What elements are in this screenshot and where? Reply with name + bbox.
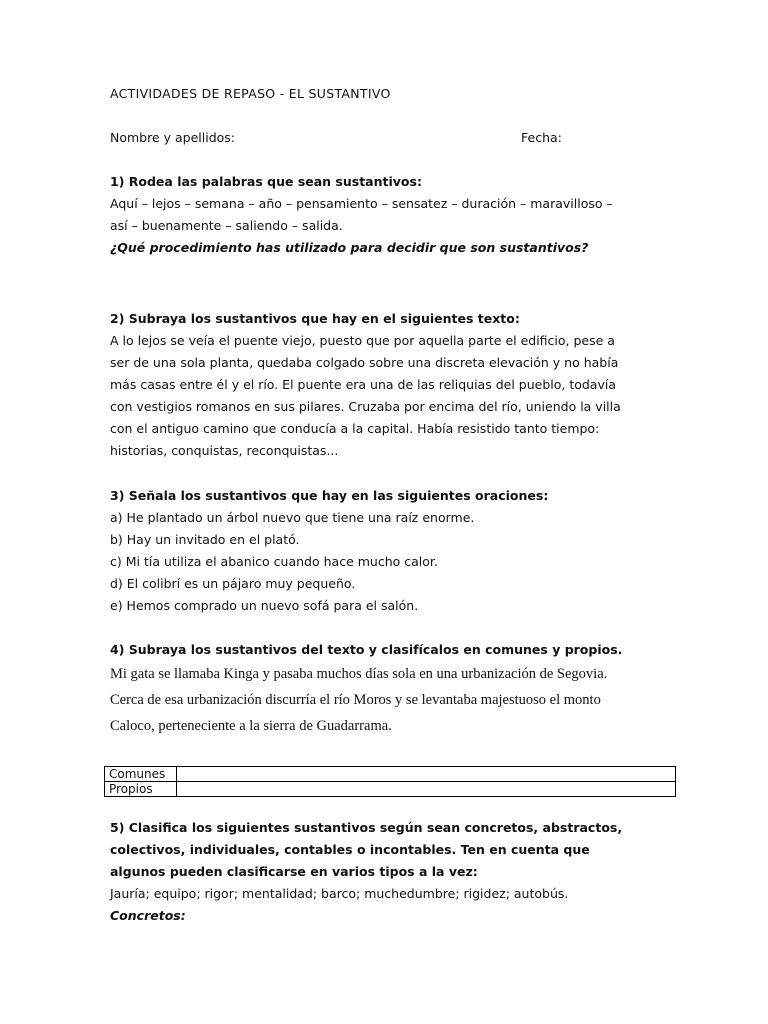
exercise-1-word-line: Aquí – lejos – semana – año – pensamiento – sensatez – duración – maravilloso –: [110, 196, 613, 211]
table-row: [105, 767, 676, 782]
exercise-2-text-line: con vestigios romanos en sus pilares. Cruzaba por encima del río, uniendo la villa: [110, 399, 621, 414]
exercise-1-word-line: así – buenamente – saliendo – salida.: [110, 218, 343, 233]
exercise-4-text-line: Mi gata se llamaba Kinga y pasaba muchos días sola en una urbanización de Segovia.: [110, 666, 608, 682]
exercise-4-heading: 4) Subraya los sustantivos del texto y clasifícalos en comunes y propios.: [110, 642, 623, 657]
exercise-3-sentence: d) El colibrí es un pájaro muy pequeño.: [110, 576, 356, 591]
exercise-2-text-line: historias, conquistas, reconquistas...: [110, 443, 339, 458]
exercise-3: [110, 485, 670, 617]
exercise-5-category-concretos: Concretos:: [110, 908, 186, 923]
page-title: ACTIVIDADES DE REPASO - EL SUSTANTIVO: [110, 86, 391, 101]
exercise-2-text-line: ser de una sola planta, quedaba colgado sobre una discreta elevación y no había: [110, 355, 619, 370]
name-field-label: Nombre y apellidos:: [110, 130, 236, 145]
exercise-3-sentence: b) Hay un invitado en el plató.: [110, 532, 300, 547]
exercise-5: [110, 817, 670, 927]
exercise-2-heading: 2) Subraya los sustantivos que hay en el siguientes texto:: [110, 311, 520, 326]
exercise-4: [110, 639, 670, 739]
exercise-3-heading: 3) Señala los sustantivos que hay en las siguientes oraciones:: [110, 488, 549, 503]
table-label-propios: Propios: [105, 782, 177, 797]
exercise-1-heading: 1) Rodea las palabras que sean sustantivos:: [110, 174, 422, 189]
exercise-2: [110, 308, 670, 462]
exercise-5-heading-line: 5) Clasifica los siguientes sustantivos según sean concretos, abstractos,: [110, 820, 623, 835]
table-label-comunes: Comunes: [105, 767, 177, 782]
exercise-4-text-line: Cerca de esa urbanización discurría el río Moros y se levantaba majestuoso el monto: [110, 692, 601, 708]
classification-table: [104, 766, 676, 797]
exercise-2-text-line: A lo lejos se veía el puente viejo, puesto que por aquella parte el edificio, pese a: [110, 333, 615, 348]
comunes-answer-cell[interactable]: [177, 767, 676, 782]
exercise-5-heading-line: colectivos, individuales, contables o incontables. Ten en cuenta que: [110, 842, 590, 857]
exercise-2-text-line: con el antiguo camino que conducía a la capital. Había resistido tanto tiempo:: [110, 421, 600, 436]
exercise-5-word-list: Jauría; equipo; rigor; mentalidad; barco; muchedumbre; rigidez; autobús.: [110, 886, 569, 901]
exercise-2-text-line: más casas entre él y el río. El puente era una de las reliquias del pueblo, todavía: [110, 377, 616, 392]
exercise-4-text-line: Caloco, perteneciente a la sierra de Guadarrama.: [110, 718, 392, 734]
exercise-3-sentence: e) Hemos comprado un nuevo sofá para el salón.: [110, 598, 419, 613]
table-row: [105, 782, 676, 797]
exercise-1: [110, 171, 670, 259]
exercise-4-text: [110, 661, 670, 739]
exercise-3-sentence: c) Mi tía utiliza el abanico cuando hace mucho calor.: [110, 554, 438, 569]
exercise-1-question: ¿Qué procedimiento has utilizado para decidir que son sustantivos?: [110, 240, 589, 255]
exercise-3-sentence: a) He plantado un árbol nuevo que tiene una raíz enorme.: [110, 510, 475, 525]
exercise-5-heading-line: algunos pueden clasificarse en varios tipos a la vez:: [110, 864, 478, 879]
date-field-label: Fecha:: [521, 130, 562, 145]
propios-answer-cell[interactable]: [177, 782, 676, 797]
